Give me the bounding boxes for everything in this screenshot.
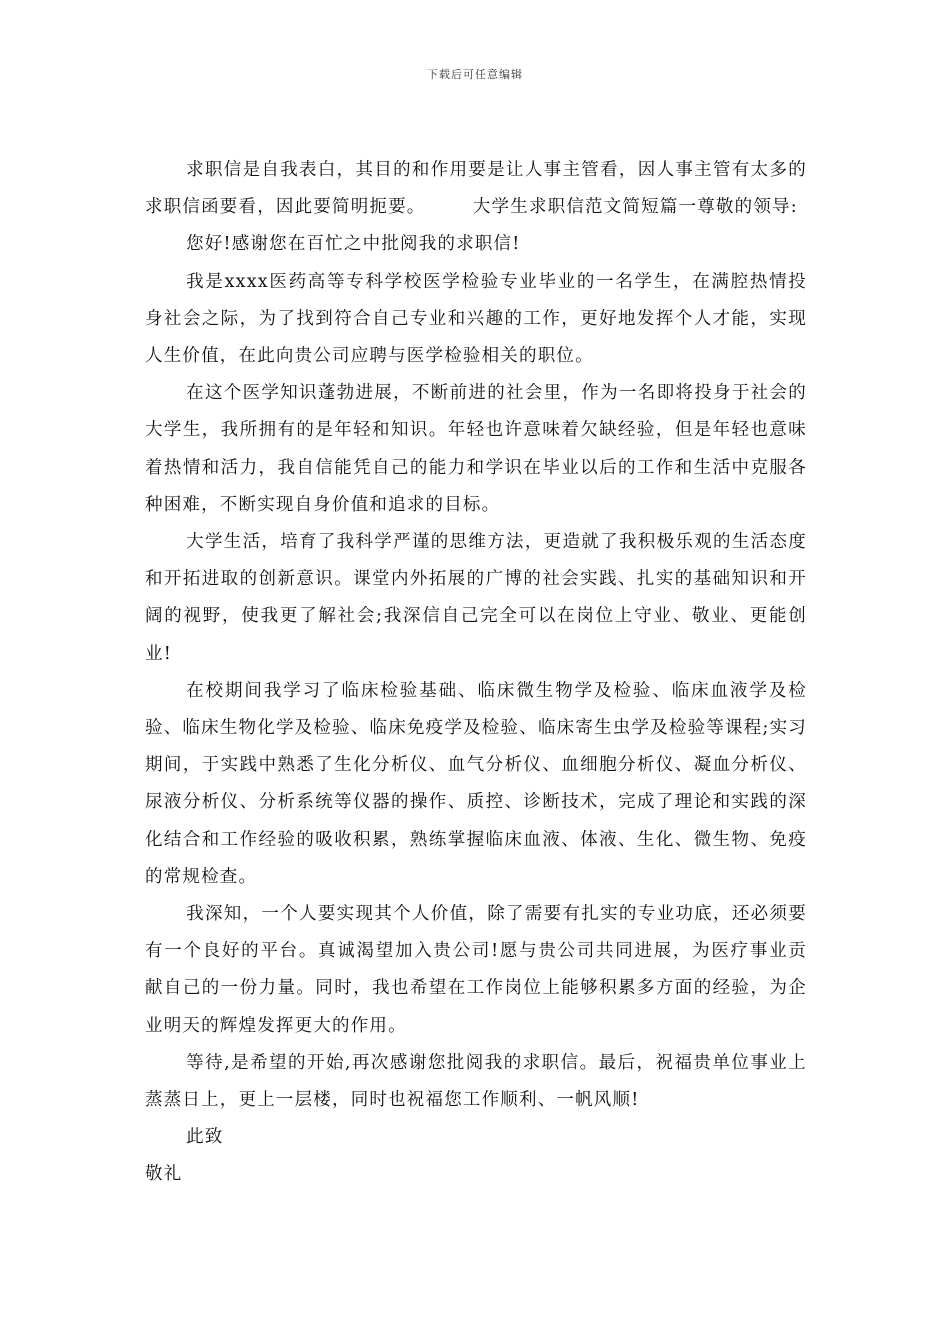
letter-closing: 敬礼 [145,1164,183,1185]
letter-paragraph-greeting: 您好!感谢您在百忙之中批阅我的求职信! [186,234,521,255]
letter-paragraph-university-life: 大学生活，培育了我科学严谨的思维方法，更造就了我积极乐观的生活态度和开拓进取的创新意识。课堂内外拓展的广博的社会实践、扎实的基础知识和开阔的视野，使我更了解社会;我深信自己完全可以在岗位上守业、敬业、更能创业! [145,532,807,664]
letter-paragraph-cizhi: 此致 [186,1127,224,1148]
letter-paragraph-studies: 在校期间我学习了临床检验基础、临床微生物学及检验、临床血液学及检验、临床生物化学及检验、临床免疫学及检验、临床寄生虫学及检验等课程;实习期间，于实践中熟悉了生化分析仪、血气分析仪、血细胞分析仪、凝血分析仪、尿液分析仪、分析系统等仪器的操作、质控、诊断技术，完成了理论和实践的深化结合和工作经验的吸收积累，熟练掌握临床血液、体液、生化、微生物、免疫的常规检查。 [145,680,807,887]
letter-paragraph-youth: 在这个医学知识蓬勃进展，不断前进的社会里，作为一名即将投身于社会的大学生，我所拥有的是年轻和知识。年轻也许意味着欠缺经验，但是年轻也意味着热情和活力，我自信能凭自己的能力和学识在毕业以后的工作和生活中克服各种困难，不断实现自身价值和追求的目标。 [145,383,807,515]
letter-paragraph-self-intro: 我是xxxx医药高等专科学校医学检验专业毕业的一名学生，在满腔热情投身社会之际，为了找到符合自己专业和兴趣的工作，更好地发挥个人才能，实现人生价值，在此向贵公司应聘与医学检验相关的职位。 [145,271,807,367]
page-header-note: 下载后可任意编辑 [427,68,523,81]
letter-paragraph-intro: 求职信是自我表白，其目的和作用要是让人事主管看，因人事主管有太多的求职信函要看，因此要简明扼要。 大学生求职信范文简短篇一尊敬的领导: [145,160,807,218]
letter-paragraph-aspiration: 我深知，一个人要实现其个人价值，除了需要有扎实的专业功底，还必须要有一个良好的平台。真诚渴望加入贵公司!愿与贵公司共同进展，为医疗事业贡献自己的一份力量。同时，我也希望在工作岗位上能够积累多方面的经验，为企业明天的辉煌发挥更大的作用。 [145,904,807,1036]
letter-body [145,152,807,1194]
letter-paragraph-thanks: 等待,是希望的开始,再次感谢您批阅我的求职信。最后，祝福贵单位事业上蒸蒸日上，更上一层楼，同时也祝福您工作顺利、一帆风顺! [145,1052,807,1111]
